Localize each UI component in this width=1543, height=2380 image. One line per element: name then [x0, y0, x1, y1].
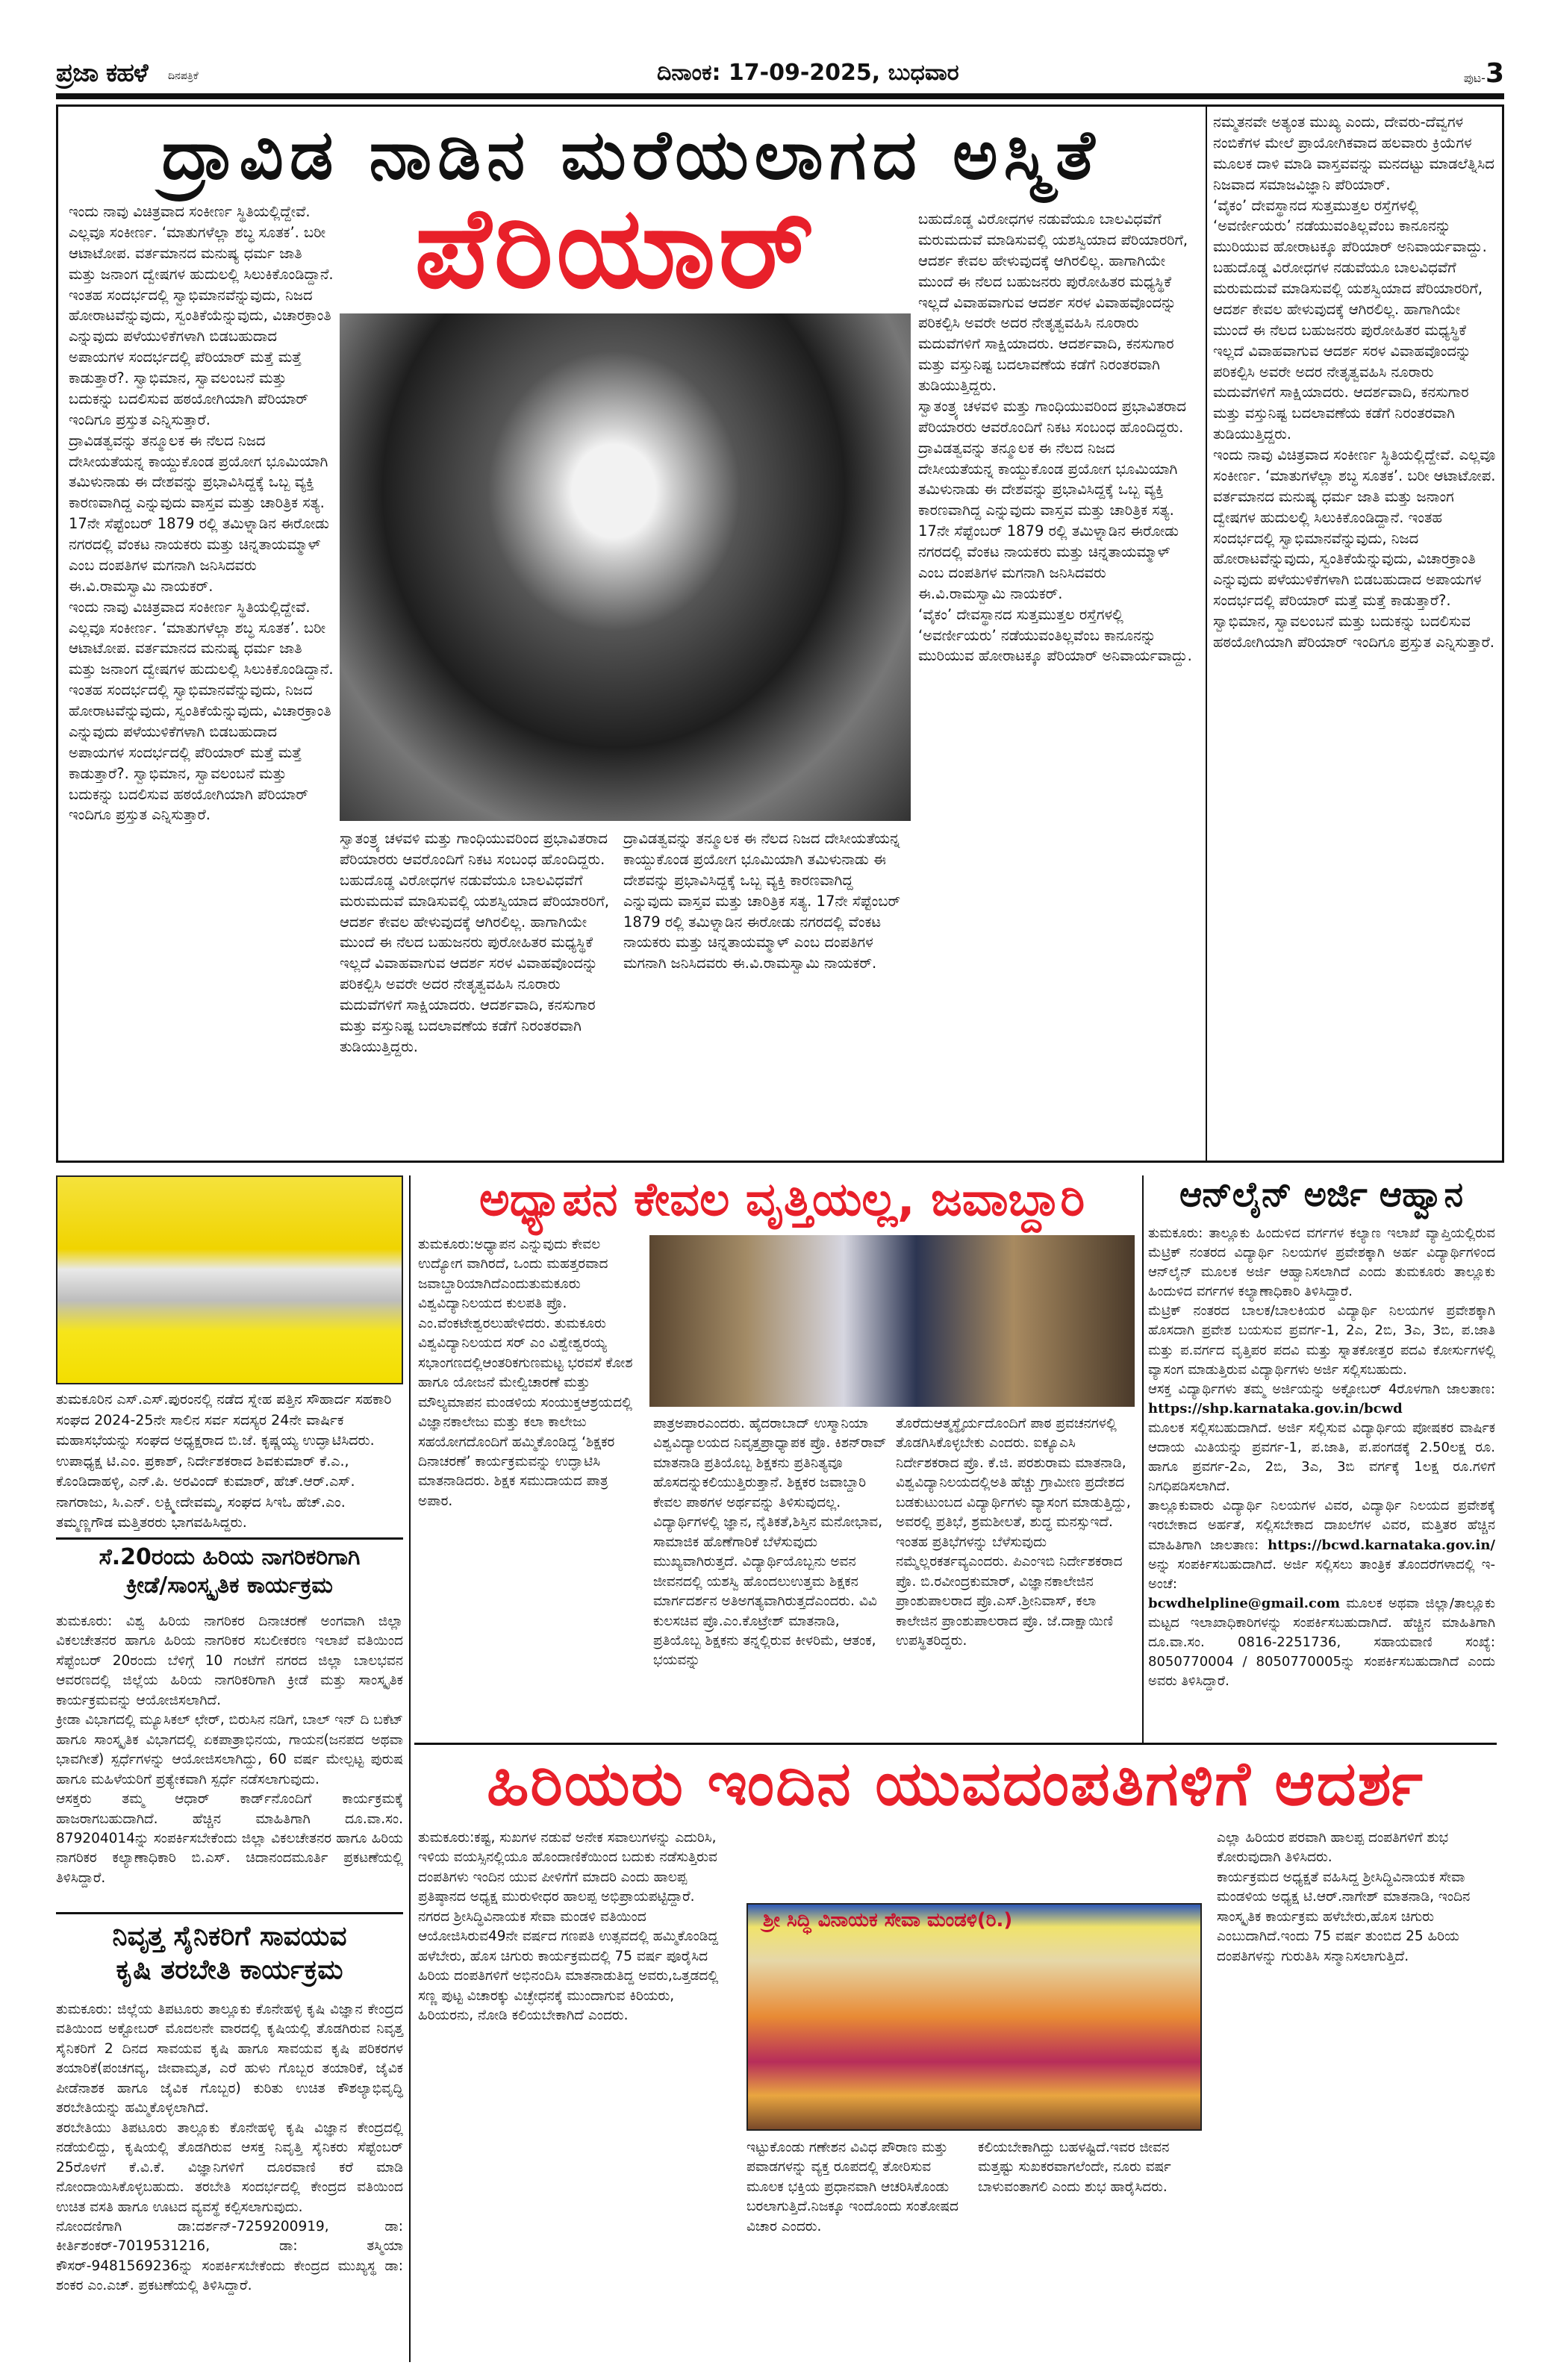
lead-col-3 [918, 209, 1194, 1153]
online-application-headline: ಆನ್‌ಲೈನ್ ಅರ್ಜಿ ಆಹ್ವಾನ [1179, 1174, 1464, 1214]
paragraph: ಬಹುದೊಡ್ಡ ವಿರೋಧಗಳ ನಡುವೆಯೂ ಬಾಲವಿಧವೆಗೆ ಮರುಮದುವೆ ಮಾಡಿಸುವಲ್ಲಿ ಯಶಸ್ವಿಯಾದ ಪೆರಿಯಾರರಿಗೆ, ಆದರ್ಶ ಕೇವಲ ಹೇಳುವುದಕ್ಕೆ ಆಗಿರಲಿಲ್ಲ. ಹಾಗಾಗಿಯೇ ಮುಂದೆ ಈ ನೆಲದ ಬಹುಜನರು ಪುರೋಹಿತರ ಮಧ್ಯಸ್ಥಿಕೆ ಇಲ್ಲದೆ ವಿವಾಹವಾಗುವ ಆದರ್ಶ ಸರಳ ವಿವಾಹವೊಂದನ್ನು ಪರಿಕಲ್ಪಿಸಿ ಅವರೇ ಅದರ ನೇತೃತ್ವವಹಿಸಿ ನೂರಾರು ಮದುವೆಗಳಿಗೆ ಸಾಕ್ಷಿಯಾದರು. ಆದರ್ಶವಾದಿ, ಕನಸುಗಾರ ಮತ್ತು ವಸ್ತುನಿಷ್ಟ ಬದಲಾವಣೆಯ ಕಡೆಗೆ ನಿರಂತರವಾಗಿ ತುಡಿಯುತ್ತಿದ್ದರು. [918, 210, 1188, 394]
lead-col-2 [340, 828, 612, 1153]
paragraph: ‘ವೈಕಂ’ ದೇವಸ್ಥಾನದ ಸುತ್ತಮುತ್ತಲ ರಸ್ತೆಗಳಲ್ಲಿ ‘ಅವರ್ಣೀಯರು’ ನಡೆಯುವಂತಿಲ್ಲವೆಂಬ ಕಾನೂನನ್ನು ಮುರಿಯುವ ಹೋರಾಟಕ್ಕೂ ಪೆರಿಯಾರ್ ಅನಿವಾರ್ಯವಾದ್ದು. [918, 605, 1192, 665]
paragraph [1148, 1496, 1495, 1593]
paragraph: ಇಂದು ನಾವು ವಿಚಿತ್ರವಾದ ಸಂಕೀರ್ಣ ಸ್ಥಿತಿಯಲ್ಲಿದ್ದೇವೆ. ಎಲ್ಲವೂ ಸಂಕೀರ್ಣ. ‘ಮಾತುಗಳೆಲ್ಲಾ ಶಬ್ಧ ಸೂತಕ’. ಬರೀ ಆಟಾಟೋಪ. ವರ್ತಮಾನದ ಮನುಷ್ಯ ಧರ್ಮ ಜಾತಿ ಮತ್ತು ಜನಾಂಗ ದ್ವೇಷಗಳ ಹುದುಲಲ್ಲಿ ಸಿಲುಕಿಕೊಂಡಿದ್ದಾನೆ. ಇಂತಹ ಸಂದರ್ಭದಲ್ಲಿ ಸ್ವಾಭಿಮಾನವೆನ್ನುವುದು, ನಿಜದ ಹೋರಾಟವೆನ್ನುವುದು, ಸ್ವಂತಿಕೆಯೆನ್ನುವುದು, ವಿಚಾರಕ್ರಾಂತಿ ಎನ್ನುವುದು ಪಳೆಯುಳಿಕೆಗಳಾಗಿ ಬಿಡಬಹುದಾದ ಅಪಾಯಗಳ ಸಂದರ್ಭದಲ್ಲಿ ಪೆರಿಯಾರ್ ಮತ್ತೆ ಮತ್ತೆ ಕಾಡುತ್ತಾರೆ?. ಸ್ವಾಭಿಮಾನ, ಸ್ವಾವಲಂಬನೆ ಮತ್ತು ಬದುಕನ್ನು ಬದಲಿಸುವ ಹಠಯೋಗಿಯಾಗಿ ಪೆರಿಯಾರ್ ಇಂದಿಗೂ ಪ್ರಸ್ತುತ ಎನ್ನಿಸುತ್ತಾರೆ. [1213, 446, 1496, 651]
teaching-col-2: ಪಾತ್ರಅಪಾರಎಂದರು. ಹೈದರಾಬಾದ್ ಉಸ್ಮಾನಿಯಾ ವಿಶ್ವವಿದ್ಯಾಲಯದ ನಿವೃತ್ತಪ್ರಾಧ್ಯಾಪಕ ಪ್ರೊ. ಕಿಶನ್‌ರಾವ್ ಮಾತನಾಡಿ ಪ್ರತಿಯೊಬ್ಬ ಶಿಕ್ಷಕನು ಪ್ರತಿನಿತ್ಯವೂ ಹೊಸದನ್ನುಕಲಿಯುತ್ತಿರುತ್ತಾನೆ. ಶಿಕ್ಷಕರ ಜವಾಬ್ದಾರಿ ಕೇವಲ ಪಾಠಗಳ ಅರ್ಥವನ್ನು ತಿಳಿಸುವುದಲ್ಲ. ವಿದ್ಯಾರ್ಥಿಗಳಲ್ಲಿ ಜ್ಞಾನ, ನೈತಿಕತೆ,ಶಿಸ್ತಿನ ಮನೋಭಾವ, ಸಾಮಾಜಿಕ ಹೊಣೆಗಾರಿಕೆ ಬೆಳೆಸುವುದು ಮುಖ್ಯವಾಗಿರುತ್ತದೆ. ವಿದ್ಯಾರ್ಥಿಯೊಬ್ಬನು ಅವನ ಜೀವನದಲ್ಲಿ ಯಶಸ್ವಿ ಹೊಂದಲುಉತ್ತಮ ಶಿಕ್ಷಕನ ಮಾರ್ಗದರ್ಶನ ಅತಿಅಗತ್ಯವಾಗಿರುತ್ತದೆಎಂದರು. ವಿವಿ ಕುಲಸಚಿವ ಪ್ರೊ.ಎಂ.ಕೊಟ್ರೇಶ್ ಮಾತನಾಡಿ, ಪ್ರತಿಯೊಬ್ಬ ಶಿಕ್ಷಕನು ತನ್ನಲ್ಲಿರುವ ಕೀಳರಿಮೆ, ಆತಂಕ, ಭಯವನ್ನು [653, 1416, 887, 1669]
masthead-rule [56, 93, 1504, 99]
paragraph: ಬಹುದೊಡ್ಡ ವಿರೋಧಗಳ ನಡುವೆಯೂ ಬಾಲವಿಧವೆಗೆ ಮರುಮದುವೆ ಮಾಡಿಸುವಲ್ಲಿ ಯಶಸ್ವಿಯಾದ ಪೆರಿಯಾರರಿಗೆ, ಆದರ್ಶ ಕೇವಲ ಹೇಳುವುದಕ್ಕೆ ಆಗಿರಲಿಲ್ಲ. ಹಾಗಾಗಿಯೇ ಮುಂದೆ ಈ ನೆಲದ ಬಹುಜನರು ಪುರೋಹಿತರ ಮಧ್ಯಸ್ಥಿಕೆ ಇಲ್ಲದೆ ವಿವಾಹವಾಗುವ ಆದರ್ಶ ಸರಳ ವಿವಾಹವೊಂದನ್ನು ಪರಿಕಲ್ಪಿಸಿ ಅವರೇ ಅದರ ನೇತೃತ್ವವಹಿಸಿ ನೂರಾರು ಮದುವೆಗಳಿಗೆ ಸಾಕ್ಷಿಯಾದರು. ಆದರ್ಶವಾದಿ, ಕನಸುಗಾರ ಮತ್ತು ವಸ್ತುನಿಷ್ಟ ಬದಲಾವಣೆಯ ಕಡೆಗೆ ನಿರಂತರವಾಗಿ ತುಡಿಯುತ್ತಿದ್ದರು. [1213, 259, 1483, 443]
paragraph: ಇಂದು ನಾವು ವಿಚಿತ್ರವಾದ ಸಂಕೀರ್ಣ ಸ್ಥಿತಿಯಲ್ಲಿದ್ದೇವೆ. ಎಲ್ಲವೂ ಸಂಕೀರ್ಣ. ‘ಮಾತುಗಳೆಲ್ಲಾ ಶಬ್ಧ ಸೂತಕ’. ಬರೀ ಆಟಾಟೋಪ. ವರ್ತಮಾನದ ಮನುಷ್ಯ ಧರ್ಮ ಜಾತಿ ಮತ್ತು ಜನಾಂಗ ದ್ವೇಷಗಳ ಹುದುಲಲ್ಲಿ ಸಿಲುಕಿಕೊಂಡಿದ್ದಾನೆ. ಇಂತಹ ಸಂದರ್ಭದಲ್ಲಿ ಸ್ವಾಭಿಮಾನವೆನ್ನುವುದು, ನಿಜದ ಹೋರಾಟವೆನ್ನುವುದು, ಸ್ವಂತಿಕೆಯೆನ್ನುವುದು, ವಿಚಾರಕ್ರಾಂತಿ ಎನ್ನುವುದು ಪಳೆಯುಳಿಕೆಗಳಾಗಿ ಬಿಡಬಹುದಾದ ಅಪಾಯಗಳ ಸಂದರ್ಭದಲ್ಲಿ ಪೆರಿಯಾರ್ ಮತ್ತೆ ಮತ್ತೆ ಕಾಡುತ್ತಾರೆ?. ಸ್ವಾಭಿಮಾನ, ಸ್ವಾವಲಂಬನೆ ಮತ್ತು ಬದುಕನ್ನು ಬದಲಿಸುವ ಹಠಯೋಗಿಯಾಗಿ ಪೆರಿಯಾರ್ ಇಂದಿಗೂ ಪ್ರಸ್ತುತ ಎನ್ನಿಸುತ್ತಾರೆ. [69, 598, 334, 824]
paragraph: ಮೆಟ್ರಿಕ್ ನಂತರದ ಬಾಲಕ/ಬಾಲಕಿಯರ ವಿದ್ಯಾರ್ಥಿ ನಿಲಯಗಳ ಪ್ರವೇಶಕ್ಕಾಗಿ ಹೊಸದಾಗಿ ಪ್ರವೇಶ ಬಯಸುವ ಪ್ರವರ್ಗ-1, 2ಎ, 2ಬಿ, 3ಎ, 3ಬಿ, ಪ.ಜಾತಿ ಮತ್ತು ಪ.ವರ್ಗದ ವೃತ್ತಿಪರ ಪದವಿ ಮತ್ತು ಸ್ನಾತಕೋತ್ತರ ಪದವಿ ಕೋರ್ಸುಗಳಲ್ಲಿ ವ್ಯಾಸಂಗ ಮಾಡುತ್ತಿರುವ ವಿದ್ಯಾರ್ಥಿಗಳು ಅರ್ಜಿ ಸಲ್ಲಿಸಬಹುದು. [1148, 1303, 1495, 1378]
email-link[interactable]: bcwdhelpline@gmail.com [1148, 1595, 1341, 1611]
paragraph: ಎಲ್ಲಾ ಹಿರಿಯರ ಪರವಾಗಿ ಹಾಲಪ್ಪ ದಂಪತಿಗಳಿಗೆ ಶುಭ ಕೋರುವುದಾಗಿ ತಿಳಿಸಿದರು. [1217, 1830, 1449, 1866]
couples-headline: ಹಿರಿಯರು ಇಂದಿನ ಯುವದಂಪತಿಗಳಿಗೆ ಆದರ್ಶ [487, 1749, 1424, 1820]
paragraph: ಬಹುದೊಡ್ಡ ವಿರೋಧಗಳ ನಡುವೆಯೂ ಬಾಲವಿಧವೆಗೆ ಮರುಮದುವೆ ಮಾಡಿಸುವಲ್ಲಿ ಯಶಸ್ವಿಯಾದ ಪೆರಿಯಾರರಿಗೆ, ಆದರ್ಶ ಕೇವಲ ಹೇಳುವುದಕ್ಕೆ ಆಗಿರಲಿಲ್ಲ. ಹಾಗಾಗಿಯೇ ಮುಂದೆ ಈ ನೆಲದ ಬಹುಜನರು ಪುರೋಹಿತರ ಮಧ್ಯಸ್ಥಿಕೆ ಇಲ್ಲದೆ ವಿವಾಹವಾಗುವ ಆದರ್ಶ ಸರಳ ವಿವಾಹವೊಂದನ್ನು ಪರಿಕಲ್ಪಿಸಿ ಅವರೇ ಅದರ ನೇತೃತ್ವವಹಿಸಿ ನೂರಾರು ಮದುವೆಗಳಿಗೆ ಸಾಕ್ಷಿಯಾದರು. ಆದರ್ಶವಾದಿ, ಕನಸುಗಾರ ಮತ್ತು ವಸ್ತುನಿಷ್ಟ ಬದಲಾವಣೆಯ ಕಡೆಗೆ ನಿರಂತರವಾಗಿ ತುಡಿಯುತ್ತಿದ್ದರು. [340, 871, 610, 1055]
photo-banner-text: ಶ್ರೀ ಸಿದ್ಧಿ ವಿನಾಯಕ ಸೇವಾ ಮಂಡಳಿ(ರಿ.) [763, 1909, 1013, 1931]
headline-line-1: ಸೆ.20ರಂದು ಹಿರಿಯ ನಾಗರಿಕರಿಗಾಗಿ [99, 1544, 361, 1570]
senior-event-body [56, 1612, 403, 1907]
portrait-photo [340, 313, 911, 821]
teaching-photo [649, 1235, 1135, 1407]
couples-col-1 [418, 1828, 732, 2366]
paragraph: ನೋಂದಣಿಗಾಗಿ ಡಾ:ದರ್ಶನ್-7259200919, ಡಾ: ಕೀರ್ತಿಶಂಕರ್-7019531216, ಡಾ: ತಸ್ಮಿಯಾ ಕೌಸರ್-9481569236ನ್ನು ಸಂಪರ್ಕಿಸಬೇಕೆಂದು ಕೇಂದ್ರದ ಮುಖ್ಯಸ್ಥ ಡಾ: ಶಂಕರ ಎಂ.ಎಚ್. ಪ್ರಕಟಣೆಯಲ್ಲಿ ತಿಳಿಸಿದ್ದಾರೆ. [56, 2218, 403, 2294]
headline-line-2: ಕ್ರೀಡೆ/ಸಾಂಸ್ಕೃತಿಕ ಕಾರ್ಯಕ್ರಮ [126, 1572, 333, 1599]
soldiers-headline [56, 1920, 403, 1987]
paragraph: ನಗರದ ಶ್ರೀಸಿದ್ಧಿವಿನಾಯಕ ಸೇವಾ ಮಂಡಳಿ ವತಿಯಿಂದ ಆಯೋಜಿಸಿರುವ49ನೇ ವರ್ಷದ ಗಣಪತಿ ಉತ್ಸವದಲ್ಲಿ ಹಮ್ಮಿಕೊಂಡಿದ್ದ ಹಳೆಬೇರು, ಹೊಸ ಚಿಗುರು ಕಾರ್ಯಕ್ರಮದಲ್ಲಿ 75 ವರ್ಷ ಪೂರೈಸಿದ ಹಿರಿಯ ದಂಪತಿಗಳಿಗೆ ಅಭಿನಂದಿಸಿ ಮಾತನಾಡುತಿದ್ದ ಅವರು,ಒತ್ತಡದಲ್ಲಿ ಸಣ್ಣ ಪುಟ್ಟ ವಿಚಾರಕ್ಕು ವಿಚ್ಛೇಧನಕ್ಕೆ ಮುಂದಾಗುವ ಕಿರಿಯರು, ಹಿರಿಯರನು, ನೋಡಿ ಕಲಿಯಬೇಕಾಗಿದೆ ಎಂದರು. [418, 1908, 719, 2024]
headline-line-2: ಕೃಷಿ ತರಬೇತಿ ಕಾರ್ಯಕ್ರಮ [116, 1955, 343, 1985]
text: ತಾಲ್ಲೂಕುವಾರು ವಿದ್ಯಾರ್ಥಿ ನಿಲಯಗಳ ವಿವರ, ವಿದ್ಯಾರ್ಥಿ ನಿಲಯದ ಪ್ರವೇಶಕ್ಕೆ ಇರಬೇಕಾದ ಅರ್ಹತೆ, ಸಲ್ಲಿಸಬೇಕಾದ ದಾಖಲೆಗಳ ವಿವರ, ಮತ್ತಿತರ ಹೆಚ್ಚಿನ ಮಾಹಿತಿಗಾಗಿ ಜಾಲತಾಣ: [1148, 1498, 1495, 1553]
couples-col-4 [1217, 1828, 1497, 2366]
column-rule [409, 1175, 411, 2362]
paragraph: ದ್ರಾವಿಡತ್ವವನ್ನು ತನ್ಮೂಲಕ ಈ ನೆಲದ ನಿಜದ ದೇಸೀಯತೆಯನ್ನ ಕಾಯ್ದುಕೊಂಡ ಪ್ರಯೋಗ ಭೂಮಿಯಾಗಿ ತಮಿಳುನಾಡು ಈ ದೇಶವನ್ನು ಪ್ರಭಾವಿಸಿದ್ದಕ್ಕೆ ಒಬ್ಬ ವ್ಯಕ್ತಿ ಕಾರಣವಾಗಿದ್ದ ಎನ್ನುವುದು ವಾಸ್ತವ ಮತ್ತು ಚಾರಿತ್ರಿಕ ಸತ್ಯ. 17ನೇ ಸೆಪ್ಟೆಂಬರ್ 1879 ರಲ್ಲಿ ತಮಿಳ್ನಾಡಿನ ಈರೋಡು ನಗರದಲ್ಲಿ ವೆಂಕಟ ನಾಯಕರು ಮತ್ತು ಚಿನ್ನತಾಯಮ್ಮಾಳ್ ಎಂಬ ದಂಪತಿಗಳ ಮಗನಾಗಿ ಜನಿಸಿದವರು ಈ.ವಿ.ರಾಮಸ್ವಾಮಿ ನಾಯಕರ್. [623, 830, 901, 972]
couples-col-3: ಕಲಿಯಬೇಕಾಗಿದ್ದು ಬಹಳಷ್ಟಿದೆ.ಇವರ ಜೀವನ ಮತ್ತಷ್ಟು ಸುಖಕರವಾಗಲೆಂದೇ, ನೂರು ವರ್ಷ ಬಾಳುವಂತಾಗಲಿ ಎಂದು ಶುಭ ಹಾರೈಸಿದರು. [978, 2140, 1171, 2195]
paragraph: ಇಂದು ನಾವು ವಿಚಿತ್ರವಾದ ಸಂಕೀರ್ಣ ಸ್ಥಿತಿಯಲ್ಲಿದ್ದೇವೆ. ಎಲ್ಲವೂ ಸಂಕೀರ್ಣ. ‘ಮಾತುಗಳೆಲ್ಲಾ ಶಬ್ಧ ಸೂತಕ’. ಬರೀ ಆಟಾಟೋಪ. ವರ್ತಮಾನದ ಮನುಷ್ಯ ಧರ್ಮ ಜಾತಿ ಮತ್ತು ಜನಾಂಗ ದ್ವೇಷಗಳ ಹುದುಲಲ್ಲಿ ಸಿಲುಕಿಕೊಂಡಿದ್ದಾನೆ. ಇಂತಹ ಸಂದರ್ಭದಲ್ಲಿ ಸ್ವಾಭಿಮಾನವೆನ್ನುವುದು, ನಿಜದ ಹೋರಾಟವೆನ್ನುವುದು, ಸ್ವಂತಿಕೆಯೆನ್ನುವುದು, ವಿಚಾರಕ್ರಾಂತಿ ಎನ್ನುವುದು ಪಳೆಯುಳಿಕೆಗಳಾಗಿ ಬಿಡಬಹುದಾದ ಅಪಾಯಗಳ ಸಂದರ್ಭದಲ್ಲಿ ಪೆರಿಯಾರ್ ಮತ್ತೆ ಮತ್ತೆ ಕಾಡುತ್ತಾರೆ?. ಸ್ವಾಭಿಮಾನ, ಸ್ವಾವಲಂಬನೆ ಮತ್ತು ಬದುಕನ್ನು ಬದಲಿಸುವ ಹಠಯೋಗಿಯಾಗಿ ಪೆರಿಯಾರ್ ಇಂದಿಗೂ ಪ್ರಸ್ತುತ ಎನ್ನಿಸುತ್ತಾರೆ. [69, 203, 334, 428]
page-number [1464, 58, 1504, 89]
paragraph [1148, 1594, 1495, 1691]
paragraph: ಸ್ವಾತಂತ್ರ್ಯ ಚಳವಳಿ ಮತ್ತು ಗಾಂಧಿಯುವರಿಂದ ಪ್ರಭಾವಿತರಾದ ಪೆರಿಯಾರರು ಆವರೊಂದಿಗೆ ನಿಕಟ ಸಂಬಂಧ ಹೊಂದಿದ್ದರು. [340, 830, 608, 868]
section-divider [414, 1743, 1497, 1745]
teaching-headline: ಅಧ್ಯಾಪನ ಕೇವಲ ವೃತ್ತಿಯಲ್ಲ, ಜವಾಬ್ದಾರಿ [479, 1172, 1085, 1226]
soldiers-body [56, 2000, 403, 2329]
newspaper-subtitle: ದಿನಪತ್ರಿಕೆ [168, 70, 199, 82]
paragraph: ತುಮಕೂರು:ಕಷ್ಟ, ಸುಖಗಳ ನಡುವೆ ಅನೇಕ ಸವಾಲುಗಳನ್ನು ಎದುರಿಸಿ, ಇಳಿಯ ವಯಸ್ಸಿನಲ್ಲಿಯೂ ಹೊಂದಾಣಿಕೆಯಿಂದ ಬದುಕು ನಡೆಸುತ್ತಿರುವ ದಂಪತಿಗಳು ಇಂದಿನ ಯುವ ಪೀಳಿಗೆಗೆ ಮಾದರಿ ಎಂದು ಹಾಲಪ್ಪ ಪ್ರತಿಷ್ಠಾನದ ಅಧ್ಯಕ್ಷ ಮುರುಳೀಧರ ಹಾಲಪ್ಪ ಅಭಿಪ್ರಾಯಪಟ್ಟಿದ್ದಾರೆ. [418, 1830, 717, 1905]
masthead [56, 58, 1504, 90]
couples-col-2: ಇಟ್ಟುಕೊಂಡು ಗಣೇಶನ ವಿವಿಧ ಪೌರಾಣ ಮತ್ತು ಪವಾಡಗಳನ್ನು ವ್ಯಕ್ತ ರೂಪದಲ್ಲಿ ತೋರಿಸುವ ಮೂಲಕ ಭಕ್ತಿಯ ಪ್ರಧಾನವಾಗಿ ಆಚರಿಸಿಕೊಂಡು ಬರಲಾಗುತ್ತಿದೆ.ನಿಜಕ್ಕೂ ಇಂದೊಂದು ಸಂತೋಷದ ವಿಚಾರ ಎಂದರು. [746, 2140, 959, 2234]
lead-col-4 [1213, 112, 1497, 1153]
paragraph: ಸ್ವಾತಂತ್ರ್ಯ ಚಳವಳಿ ಮತ್ತು ಗಾಂಧಿಯುವರಿಂದ ಪ್ರಭಾವಿತರಾದ ಪೆರಿಯಾರರು ಆವರೊಂದಿಗೆ ನಿಕಟ ಸಂಬಂಧ ಹೊಂದಿದ್ದರು. [918, 397, 1186, 436]
page-number-value: 3 [1485, 58, 1504, 89]
newspaper-logo: ಪ್ರಜಾ ಕಹಳೆ [56, 58, 148, 88]
event-photo [56, 1175, 403, 1384]
lead-col-2b [623, 828, 907, 1153]
lead-red-title: ಪೆರಿಯಾರ್ [414, 184, 817, 313]
paragraph: ತರಬೇತಿಯು ತಿಪಟೂರು ತಾಲ್ಲೂಕು ಕೊನೇಹಳ್ಳಿ ಕೃಷಿ ವಿಜ್ಞಾನ ಕೇಂದ್ರದಲ್ಲಿ ನಡೆಯಲಿದ್ದು, ಕೃಷಿಯಲ್ಲಿ ತೊಡಗಿರುವ ಆಸಕ್ತ ನಿವೃತ್ತಿ ಸೈನಿಕರು ಸೆಪ್ಟೆಂಬರ್ 25ರೊಳಗೆ ಕೆ.ವಿ.ಕೆ. ವಿಜ್ಞಾನಿಗಳಿಗೆ ದೂರವಾಣಿ ಕರೆ ಮಾಡಿ ನೋಂದಾಯಿಸಿಕೊಳ್ಳಬಹುದು. ತರಬೇತಿ ಸಂದರ್ಭದಲ್ಲಿ ಕೇಂದ್ರದ ವತಿಯಿಂದ ಉಚಿತ ವಸತಿ ಹಾಗೂ ಊಟದ ವ್ಯವಸ್ಥೆ ಕಲ್ಪಿಸಲಾಗುವುದು. [56, 2120, 403, 2215]
paragraph: ಕಾರ್ಯಕ್ರಮದ ಅಧ್ಯಕ್ಷತೆ ವಹಿಸಿದ್ದ ಶ್ರೀಸಿದ್ಧಿವಿನಾಯಕ ಸೇವಾ ಮಂಡಳಿಯ ಅಧ್ಯಕ್ಷ ಟಿ.ಆರ್.ನಾಗೇಶ್ ಮಾತನಾಡಿ, ಇಂದಿನ ಸಾಂಸ್ಕೃತಿಕ ಕಾರ್ಯಕ್ರಮ ಹಳೆಬೇರು,ಹೊಸ ಚಿಗುರು ಎಂಬುದಾಗಿದೆ.ಇಂದು 75 ವರ್ಷ ತುಂಬಿದ 25 ಹಿರಿಯ ದಂಪತಿಗಳನ್ನು ಗುರುತಿಸಿ ಸನ್ಮಾನಿಸಲಾಗುತ್ತಿದೆ. [1217, 1869, 1471, 1964]
paragraph: ದ್ರಾವಿಡತ್ವವನ್ನು ತನ್ಮೂಲಕ ಈ ನೆಲದ ನಿಜದ ದೇಸೀಯತೆಯನ್ನ ಕಾಯ್ದುಕೊಂಡ ಪ್ರಯೋಗ ಭೂಮಿಯಾಗಿ ತಮಿಳುನಾಡು ಈ ದೇಶವನ್ನು ಪ್ರಭಾವಿಸಿದ್ದಕ್ಕೆ ಒಬ್ಬ ವ್ಯಕ್ತಿ ಕಾರಣವಾಗಿದ್ದ ಎನ್ನುವುದು ವಾಸ್ತವ ಮತ್ತು ಚಾರಿತ್ರಿಕ ಸತ್ಯ. 17ನೇ ಸೆಪ್ಟೆಂಬರ್ 1879 ರಲ್ಲಿ ತಮಿಳ್ನಾಡಿನ ಈರೋಡು ನಗರದಲ್ಲಿ ವೆಂಕಟ ನಾಯಕರು ಮತ್ತು ಚಿನ್ನತಾಯಮ್ಮಾಳ್ ಎಂಬ ದಂಪತಿಗಳ ಮಗನಾಗಿ ಜನಿಸಿದವರು ಈ.ವಿ.ರಾಮಸ್ವಾಮಿ ನಾಯಕರ್. [918, 439, 1179, 602]
section-divider [56, 1912, 403, 1914]
paragraph: ದ್ರಾವಿಡತ್ವವನ್ನು ತನ್ಮೂಲಕ ಈ ನೆಲದ ನಿಜದ ದೇಸೀಯತೆಯನ್ನ ಕಾಯ್ದುಕೊಂಡ ಪ್ರಯೋಗ ಭೂಮಿಯಾಗಿ ತಮಿಳುನಾಡು ಈ ದೇಶವನ್ನು ಪ್ರಭಾವಿಸಿದ್ದಕ್ಕೆ ಒಬ್ಬ ವ್ಯಕ್ತಿ ಕಾರಣವಾಗಿದ್ದ ಎನ್ನುವುದು ವಾಸ್ತವ ಮತ್ತು ಚಾರಿತ್ರಿಕ ಸತ್ಯ. 17ನೇ ಸೆಪ್ಟೆಂಬರ್ 1879 ರಲ್ಲಿ ತಮಿಳ್ನಾಡಿನ ಈರೋಡು ನಗರದಲ್ಲಿ ವೆಂಕಟ ನಾಯಕರು ಮತ್ತು ಚಿನ್ನತಾಯಮ್ಮಾಳ್ ಎಂಬ ದಂಪತಿಗಳ ಮಗನಾಗಿ ಜನಿಸಿದವರು ಈ.ವಿ.ರಾಮಸ್ವಾಮಿ ನಾಯಕರ್. [69, 431, 329, 595]
paragraph: ನಮ್ಮತನವೇ ಅತ್ಯಂತ ಮುಖ್ಯ ಎಂದು, ದೇವರು-ದೆವ್ವಗಳ ನಂಬಿಕೆಗಳ ಮೇಲೆ ಪ್ರಾಯೋಗಿಕವಾದ ಹಲವಾರು ಕ್ರಿಯೆಗಳ ಮೂಲಕ ದಾಳಿ ಮಾಡಿ ವಾಸ್ತವವನ್ನು ಮನದಟ್ಟು ಮಾಡಲೆತ್ನಿಸಿದ ನಿಜವಾದ ಸಮಾಜವಿಜ್ಞಾನಿ ಪೆರಿಯಾರ್. [1213, 113, 1494, 193]
couples-photo [746, 1903, 1202, 2131]
paragraph: ‘ವೈಕಂ’ ದೇವಸ್ಥಾನದ ಸುತ್ತಮುತ್ತಲ ರಸ್ತೆಗಳಲ್ಲಿ ‘ಅವರ್ಣೀಯರು’ ನಡೆಯುವಂತಿಲ್ಲವೆಂಬ ಕಾನೂನನ್ನು ಮುರಿಯುವ ಹೋರಾಟಕ್ಕೂ ಪೆರಿಯಾರ್ ಅನಿವಾರ್ಯವಾದ್ದು. [1213, 196, 1487, 256]
text: ಆಸಕ್ತ ವಿದ್ಯಾರ್ಥಿಗಳು ತಮ್ಮ ಅರ್ಜಿಯನ್ನು ಅಕ್ಟೋಬರ್ 4ರೊಳಗಾಗಿ ಜಾಲತಾಣ: [1148, 1381, 1495, 1397]
text: ಮೂಲಕ ಅಥವಾ ಜಿಲ್ಲಾ/ತಾಲ್ಲೂಕು ಮಟ್ಟದ ಇಲಾಖಾಧಿಕಾರಿಗಳನ್ನು ಸಂಪರ್ಕಿಸಬಹುದಾಗಿದೆ. ಹೆಚ್ಚಿನ ಮಾಹಿತಿಗಾಗಿ ದೂ.ವಾ.ಸಂ. 0816-2251736, ಸಹಾಯವಾಣಿ ಸಂಖ್ಯೆ: 8050770004 / 8050770005ನ್ನು ಸಂಪರ್ಕಿಸಬಹುದಾಗಿದೆ ಎಂದು ಅವರು ತಿಳಿಸಿದ್ದಾರೆ. [1148, 1595, 1495, 1690]
column-rule [1206, 107, 1207, 1161]
paragraph: ತುಮಕೂರು: ಜಿಲ್ಲೆಯ ತಿಪಟೂರು ತಾಲ್ಲೂಕು ಕೊನೇಹಳ್ಳಿ ಕೃಷಿ ವಿಜ್ಞಾನ ಕೇಂದ್ರದ ವತಿಯಿಂದ ಅಕ್ಟೋಬರ್ ಮೊದಲನೇ ವಾರದಲ್ಲಿ ಕೃಷಿಯಲ್ಲಿ ತೊಡಗಿರುವ ನಿವೃತ್ತ ಸೈನಿಕರಿಗೆ 2 ದಿನದ ಸಾವಯವ ಕೃಷಿ ಹಾಗೂ ಸಾವಯವ ಕೃಷಿ ಪರಿಕರಗಳ ತಯಾರಿಕೆ(ಪಂಚಗವ್ಯ, ಜೀವಾಮೃತ, ಎರೆ ಹುಳು ಗೊಬ್ಬರ ತಯಾರಿಕೆ, ಜೈವಿಕ ಪೀಡೆನಾಶಕ ಹಾಗೂ ಜೈವಿಕ ಗೊಬ್ಬರ) ಕುರಿತು ಉಚಿತ ಕೌಶಲ್ಯಾಭಿವೃದ್ಧಿ ತರಬೇತಿಯನ್ನು ಹಮ್ಮಿಕೊಳ್ಳಲಾಗಿದೆ. [56, 2002, 403, 2117]
dateline: ದಿನಾಂಕ: 17-09-2025, ಬುಧವಾರ [657, 60, 959, 86]
headline-line-1: ನಿವೃತ್ತ ಸೈನಿಕರಿಗೆ ಸಾವಯವ [112, 1921, 347, 1952]
text: ಅನ್ನು ಸಂಪರ್ಕಿಸಬಹುದಾಗಿದೆ. ಅರ್ಜಿ ಸಲ್ಲಿಸಲು ತಾಂತ್ರಿಕ ತೊಂದರೆಗಳಾದಲ್ಲಿ ಇ-ಅಂಚೆ: [1148, 1556, 1495, 1592]
paragraph: ತುಮಕೂರು: ತಾಲ್ಲೂಕು ಹಿಂದುಳಿದ ವರ್ಗಗಳ ಕಲ್ಯಾಣ ಇಲಾಖೆ ವ್ಯಾಪ್ತಿಯಲ್ಲಿರುವ ಮೆಟ್ರಿಕ್ ನಂತರದ ವಿದ್ಯಾರ್ಥಿ ನಿಲಯಗಳ ಪ್ರವೇಶಕ್ಕಾಗಿ ಅರ್ಹ ವಿದ್ಯಾರ್ಥಿಗಳಿಂದ ಆನ್‌ಲೈನ್ ಮೂಲಕ ಅರ್ಜಿ ಆಹ್ವಾನಿಸಲಾಗಿದೆ ಎಂದು ತುಮಕೂರು ತಾಲ್ಲೂಕು ಹಿಂದುಳಿದ ವರ್ಗಗಳ ಕಲ್ಯಾಣಾಧಿಕಾರಿ ತಿಳಿಸಿದ್ದಾರೆ. [1148, 1225, 1495, 1300]
column-rule [1142, 1175, 1144, 1743]
paragraph: ಕ್ರೀಡಾ ವಿಭಾಗದಲ್ಲಿ ಮ್ಯೂಸಿಕಲ್ ಛೇರ್, ಬಿರುಸಿನ ನಡಿಗೆ, ಬಾಲ್ ಇನ್ ದಿ ಬಕೆಟ್ ಹಾಗೂ ಸಾಂಸ್ಕೃತಿಕ ವಿಭಾಗದಲ್ಲಿ ಏಕಪಾತ್ರಾಭಿನಯ, ಗಾಯನ(ಜನಪದ ಅಥವಾ ಭಾವಗೀತೆ) ಸ್ಪರ್ಧೆಗಳನ್ನು ಆಯೋಜಿಸಲಾಗಿದ್ದು, 60 ವರ್ಷ ಮೇಲ್ಪಟ್ಟ ಪುರುಷ ಹಾಗೂ ಮಹಿಳೆಯರಿಗೆ ಪ್ರತ್ಯೇಕವಾಗಿ ಸ್ಪರ್ಧೆ ನಡೆಸಲಾಗುವುದು. [56, 1712, 403, 1787]
photo-caption: ತುಮಕೂರಿನ ಎಸ್.ಎಸ್.ಪುರಂನಲ್ಲಿ ನಡೆದ ಸ್ನೇಹ ಪತ್ತಿನ ಸೌಹಾರ್ದ ಸಹಕಾರಿ ಸಂಘದ 2024-25ನೇ ಸಾಲಿನ ಸರ್ವ ಸದಸ್ಯರ 24ನೇ ವಾರ್ಷಿಕ ಮಹಾಸಭೆಯನ್ನು ಸಂಘದ ಅಧ್ಯಕ್ಷರಾದ ಬಿ.ಜೆ. ಕೃಷ್ಣಯ್ಯ ಉದ್ಘಾಟಿಸಿದರು. ಉಪಾಧ್ಯಕ್ಷ ಟಿ.ಎಂ. ಪ್ರಕಾಶ್, ನಿರ್ದೇಶಕರಾದ ಶಿವಕುಮಾರ್ ಕೆ.ಎ., ಕೊಂಡಿದಾಹಳ್ಳಿ, ಎನ್.ಪಿ. ಅರವಿಂದ್ ಕುಮಾರ್, ಹೆಚ್.ಆರ್.ಎಸ್. ನಾಗರಾಜು, ಸಿ.ಎನ್. ಲಕ್ಷ್ಮೀದೇವಮ್ಮ, ಸಂಘದ ಸಿಇಓ ಹೆಚ್.ಎಂ. ತಮ್ಮಣ್ಣಗೌಡ ಮತ್ತಿತರರು ಭಾಗವಹಿಸಿದ್ದರು. [56, 1391, 392, 1531]
paragraph: ಮೂಲಕ ಸಲ್ಲಿಸಬಹುದಾಗಿದೆ. ಅರ್ಜಿ ಸಲ್ಲಿಸುವ ವಿದ್ಯಾರ್ಥಿಯ ಪೋಷಕರ ವಾರ್ಷಿಕ ಆದಾಯ ಮಿತಿಯನ್ನು ಪ್ರವರ್ಗ-1, ಪ.ಜಾತಿ, ಪ.ಪಂಗಡಕ್ಕೆ 2.50ಲಕ್ಷ ರೂ. ಹಾಗೂ ಪ್ರವರ್ಗ-2ಎ, 2ಬಿ, 3ಎ, 3ಬಿ ವರ್ಗಕ್ಕೆ 1ಲಕ್ಷ ರೂ.ಗಳಿಗೆ ನಿಗಧಿಪಡಿಸಲಾಗಿದೆ. [1148, 1419, 1495, 1495]
lead-headline: ದ್ರಾವಿಡ ನಾಡಿನ ಮರೆಯಲಾಗದ ಅಸ್ಮಿತೆ [161, 115, 1101, 195]
senior-event-headline [56, 1543, 403, 1599]
website-link[interactable]: https://shp.karnataka.gov.in/bcwd [1148, 1400, 1403, 1417]
page-label: ಪುಟ- [1463, 71, 1486, 85]
website-link[interactable]: https://bcwd.karnataka.gov.in/ [1268, 1537, 1495, 1553]
teaching-col-3: ತೊರೆದುಆತ್ಮಸ್ಥೈರ್ಯದೊಂದಿಗೆ ಪಾಠ ಪ್ರವಚನಗಳಲ್ಲಿ ತೊಡಗಿಸಿಕೊಳ್ಳಬೇಕು ಎಂದರು. ಐಕ್ಯೂಎಸಿ ನಿರ್ದೇಶಕರಾದ ಪ್ರೊ. ಕೆ.ಜಿ. ಪರಶುರಾಮ ಮಾತನಾಡಿ, ವಿಶ್ವವಿದ್ಯಾನಿಲಯದಲ್ಲಿಅತಿ ಹೆಚ್ಚು ಗ್ರಾಮೀಣ ಪ್ರದೇಶದ ಬಡಕುಟುಂಬದ ವಿದ್ಯಾರ್ಥಿಗಳು ವ್ಯಾಸಂಗ ಮಾಡುತ್ತಿದ್ದು, ಅವರಲ್ಲಿ ಪ್ರತಿಭೆ, ಶ್ರಮಶೀಲತೆ, ಶುದ್ಧ ಮನಸ್ಸುಇದೆ. ಇಂತಹ ಪ್ರತಿಭೆಗಳನ್ನು ಬೆಳೆಸುವುದು ನಮ್ಮೆಲ್ಲರಕರ್ತವ್ಯಎಂದರು. ಪಿಎಂಇಬಿ ನಿರ್ದೇಶಕರಾದ ಪ್ರೊ. ಬಿ.ರವೀಂದ್ರಕುಮಾರ್, ವಿಜ್ಞಾನಕಾಲೇಜಿನ ಪ್ರಾಂಶುಪಾಲರಾದ ಪ್ರೊ.ಎಸ್.ಶ್ರೀನಿವಾಸ್, ಕಲಾ ಕಾಲೇಜಿನ ಪ್ರಾಂಶುಪಾಲರಾದ ಪ್ರೊ. ಜೆ.ದಾಕ್ಷಾಯಿಣಿ ಉಪಸ್ಥಿತರಿದ್ದರು. [896, 1416, 1131, 1649]
lead-col-1 [69, 202, 334, 1153]
paragraph: ತುಮಕೂರು: ವಿಶ್ವ ಹಿರಿಯ ನಾಗರಿಕರ ದಿನಾಚರಣೆ ಅಂಗವಾಗಿ ಜಿಲ್ಲಾ ವಿಕಲಚೇತನರ ಹಾಗೂ ಹಿರಿಯ ನಾಗರಿಕರ ಸಬಲೀಕರಣ ಇಲಾಖೆ ವತಿಯಿಂದ ಸೆಪ್ಟೆಂಬರ್ 20ರಂದು ಬೆಳಿಗ್ಗೆ 10 ಗಂಟೆಗೆ ನಗರದ ಜಿಲ್ಲಾ ಬಾಲಭವನ ಆವರಣದಲ್ಲಿ ಜಿಲ್ಲೆಯ ಹಿರಿಯ ನಾಗರಿಕರಿಗಾಗಿ ಕ್ರೀಡೆ ಮತ್ತು ಸಾಂಸ್ಕೃತಿಕ ಕಾರ್ಯಕ್ರಮವನ್ನು ಆಯೋಜಿಸಲಾಗಿದೆ. [56, 1614, 403, 1708]
paragraph: ಆಸಕ್ತರು ತಮ್ಮ ಆಧಾರ್ ಕಾರ್ಡ್‌ನೊಂದಿಗೆ ಕಾರ್ಯಕ್ರಮಕ್ಕೆ ಹಾಜರಾಗಬಹುದಾಗಿದೆ. ಹೆಚ್ಚಿನ ಮಾಹಿತಿಗಾಗಿ ದೂ.ವಾ.ಸಂ. 879204014ನ್ನು ಸಂಪರ್ಕಿಸಬೇಕೆಂದು ಜಿಲ್ಲಾ ವಿಕಲಚೇತನರ ಹಾಗೂ ಹಿರಿಯ ನಾಗರಿಕರ ಕಲ್ಯಾಣಾಧಿಕಾರಿ ಬಿ.ಎಸ್. ಚಿದಾನಂದಮೂರ್ತಿ ಪ್ರಕಟಣೆಯಲ್ಲಿ ತಿಳಿಸಿದ್ದಾರೆ. [56, 1791, 403, 1886]
teaching-col-1: ತುಮಕೂರು:ಅಧ್ಯಾಪನ ಎನ್ನುವುದು ಕೇವಲ ಉದ್ಯೋಗ ವಾಗಿರದೆ, ಒಂದು ಮಹತ್ತರವಾದ ಜವಾಬ್ದಾರಿಯಾಗಿದೆಎಂದುತುಮಕೂರು ವಿಶ್ವವಿದ್ಯಾನಿಲಯದ ಕುಲಪತಿ ಪ್ರೊ. ಎಂ.ವೆಂಕಟೇಶ್ವರಲುಹೇಳಿದರು. ತುಮಕೂರು ವಿಶ್ವವಿದ್ಯಾನಿಲಯದ ಸರ್ ಎಂ ವಿಶ್ವೇಶ್ವರಯ್ಯ ಸಭಾಂಗಣದಲ್ಲಿಆಂತರಿಕಗುಣಮಟ್ಟ ಭರವಸೆ ಕೋಶ ಹಾಗೂ ಯೋಜನೆ ಮೇಲ್ವಿಚಾರಣೆ ಮತ್ತು ಮೌಲ್ಯಮಾಪನ ಮಂಡಳಿಯ ಸಂಯುಕ್ತಆಶ್ರಯದಲ್ಲಿ ವಿಜ್ಞಾನಕಾಲೇಜು ಮತ್ತು ಕಲಾ ಕಾಲೇಜು ಸಹಯೋಗದೊಂದಿಗೆ ಹಮ್ಮಿಕೊಂಡಿದ್ದ ‘ಶಿಕ್ಷಕರ ದಿನಾಚರಣೆ’ ಕಾರ್ಯಕ್ರಮವನ್ನು ಉದ್ಘಾಟಿಸಿ ಮಾತನಾಡಿದರು. ಶಿಕ್ಷಕ ಸಮುದಾಯದ ಪಾತ್ರ ಅಪಾರ. [418, 1237, 633, 1509]
section-divider [56, 1537, 403, 1540]
online-application-body [1148, 1224, 1495, 1739]
paragraph [1148, 1380, 1495, 1419]
